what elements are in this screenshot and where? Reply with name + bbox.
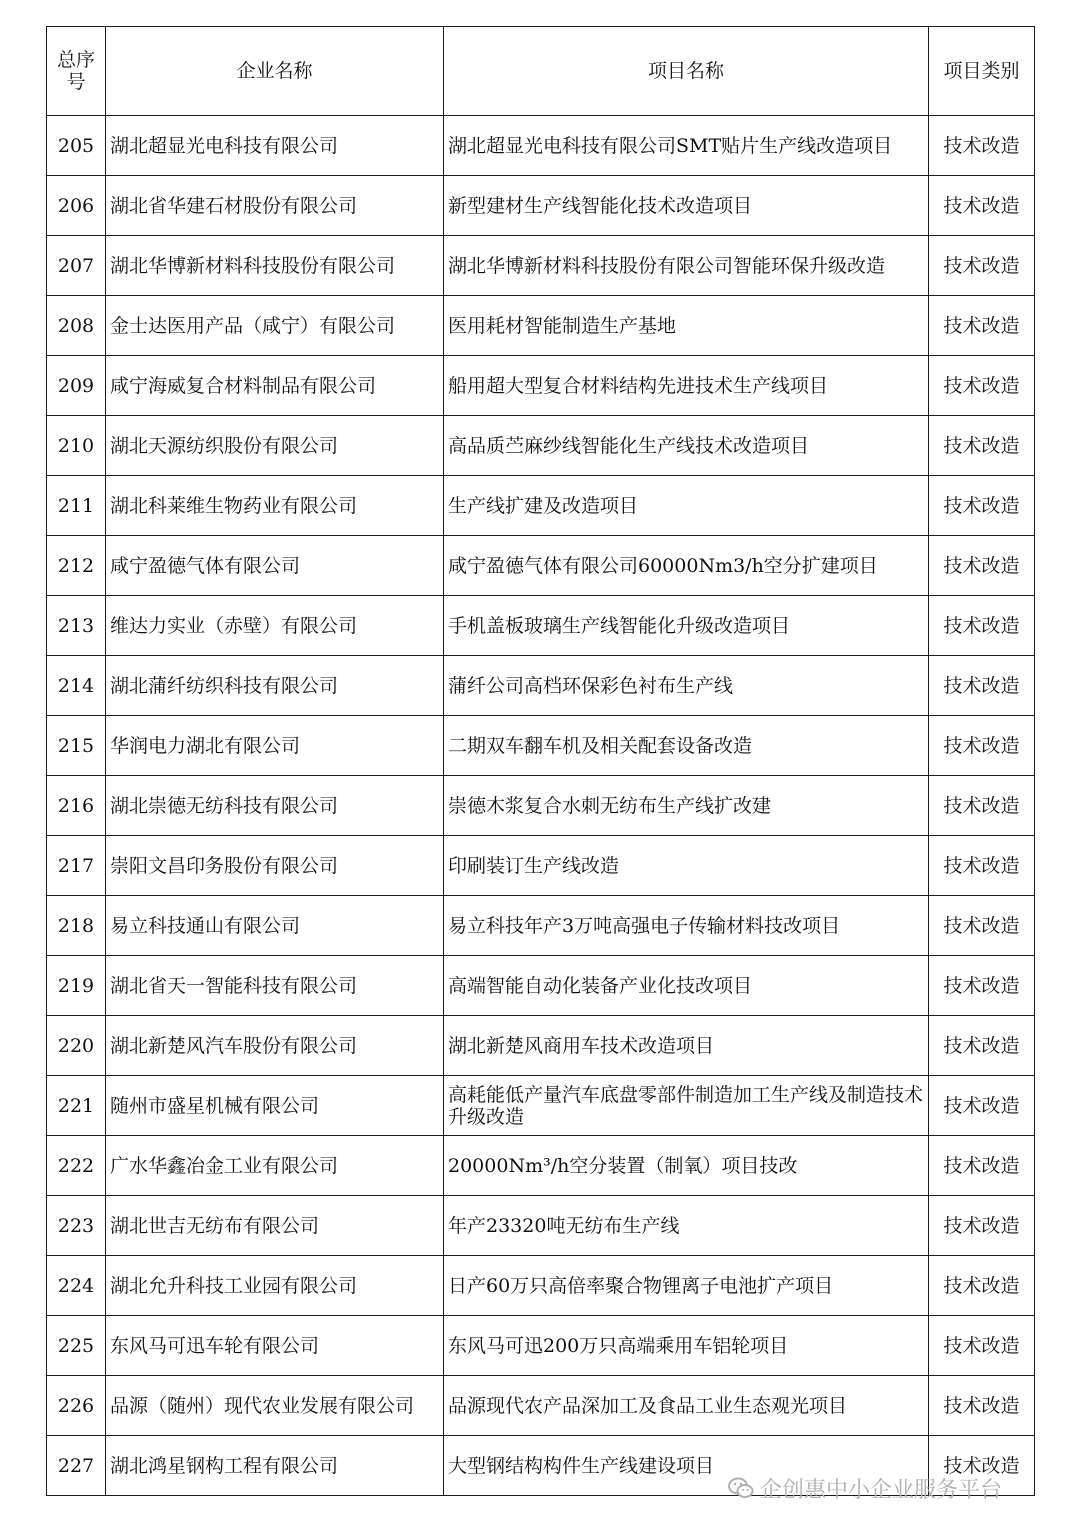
row-project-category: 技术改造 — [929, 836, 1035, 896]
table-row — [47, 1076, 1035, 1136]
row-project-name: 易立科技年产3万吨高强电子传输材料技改项目 — [444, 896, 929, 956]
row-company-name: 湖北蒲纤纺织科技有限公司 — [106, 656, 444, 716]
row-project-category: 技术改造 — [929, 1436, 1035, 1496]
row-project-name: 高耗能低产量汽车底盘零部件制造加工生产线及制造技术升级改造 — [444, 1076, 929, 1136]
row-company-name: 华润电力湖北有限公司 — [106, 716, 444, 776]
row-company-name: 品源（随州）现代农业发展有限公司 — [106, 1376, 444, 1436]
row-project-category: 技术改造 — [929, 296, 1035, 356]
row-project-category: 技术改造 — [929, 1136, 1035, 1196]
row-project-category: 技术改造 — [929, 596, 1035, 656]
row-project-name: 医用耗材智能制造生产基地 — [444, 296, 929, 356]
row-serial-number: 205 — [47, 116, 106, 176]
row-company-name: 湖北华博新材料科技股份有限公司 — [106, 236, 444, 296]
row-company-name: 湖北省华建石材股份有限公司 — [106, 176, 444, 236]
row-project-name: 高端智能自动化装备产业化技改项目 — [444, 956, 929, 1016]
row-project-name: 印刷装订生产线改造 — [444, 836, 929, 896]
row-project-name: 崇德木浆复合水刺无纺布生产线扩改建 — [444, 776, 929, 836]
row-company-name: 东风马可迅车轮有限公司 — [106, 1316, 444, 1376]
row-serial-number: 224 — [47, 1256, 106, 1316]
row-project-name: 日产60万只高倍率聚合物锂离子电池扩产项目 — [444, 1256, 929, 1316]
row-serial-number: 208 — [47, 296, 106, 356]
row-serial-number: 225 — [47, 1316, 106, 1376]
row-project-name: 生产线扩建及改造项目 — [444, 476, 929, 536]
row-project-category: 技术改造 — [929, 1376, 1035, 1436]
row-serial-number: 219 — [47, 956, 106, 1016]
row-project-category: 技术改造 — [929, 236, 1035, 296]
row-project-category: 技术改造 — [929, 536, 1035, 596]
row-company-name: 湖北允升科技工业园有限公司 — [106, 1256, 444, 1316]
row-project-category: 技术改造 — [929, 1196, 1035, 1256]
row-project-category: 技术改造 — [929, 416, 1035, 476]
row-serial-number: 210 — [47, 416, 106, 476]
table-row — [47, 1256, 1035, 1316]
table-row — [47, 656, 1035, 716]
row-company-name: 湖北科莱维生物药业有限公司 — [106, 476, 444, 536]
row-company-name: 随州市盛星机械有限公司 — [106, 1076, 444, 1136]
row-serial-number: 209 — [47, 356, 106, 416]
row-project-category: 技术改造 — [929, 116, 1035, 176]
header-serial-number: 总序号 — [47, 27, 106, 116]
table-row — [47, 836, 1035, 896]
row-project-name: 品源现代农产品深加工及食品工业生态观光项目 — [444, 1376, 929, 1436]
header-project-category: 项目类别 — [929, 27, 1035, 116]
row-serial-number: 227 — [47, 1436, 106, 1496]
row-company-name: 咸宁盈德气体有限公司 — [106, 536, 444, 596]
header-row — [47, 27, 1035, 116]
row-company-name: 维达力实业（赤壁）有限公司 — [106, 596, 444, 656]
watermark — [728, 1472, 1002, 1504]
table-row — [47, 236, 1035, 296]
table-row — [47, 416, 1035, 476]
row-project-name: 二期双车翻车机及相关配套设备改造 — [444, 716, 929, 776]
wechat-icon — [728, 1477, 754, 1499]
row-project-name: 高品质苎麻纱线智能化生产线技术改造项目 — [444, 416, 929, 476]
row-project-category: 技术改造 — [929, 476, 1035, 536]
row-project-name: 湖北华博新材料科技股份有限公司智能环保升级改造 — [444, 236, 929, 296]
header-project-name: 项目名称 — [444, 27, 929, 116]
row-serial-number: 220 — [47, 1016, 106, 1076]
row-project-name: 年产23320吨无纺布生产线 — [444, 1196, 929, 1256]
table-row — [47, 356, 1035, 416]
row-project-category: 技术改造 — [929, 1076, 1035, 1136]
row-project-name: 船用超大型复合材料结构先进技术生产线项目 — [444, 356, 929, 416]
row-company-name: 湖北省天一智能科技有限公司 — [106, 956, 444, 1016]
row-company-name: 咸宁海威复合材料制品有限公司 — [106, 356, 444, 416]
table-row — [47, 1316, 1035, 1376]
row-serial-number: 215 — [47, 716, 106, 776]
row-project-name: 湖北新楚风商用车技术改造项目 — [444, 1016, 929, 1076]
table-row — [47, 116, 1035, 176]
table-row — [47, 296, 1035, 356]
table-row — [47, 536, 1035, 596]
row-serial-number: 216 — [47, 776, 106, 836]
row-serial-number: 207 — [47, 236, 106, 296]
row-company-name: 湖北崇德无纺科技有限公司 — [106, 776, 444, 836]
row-project-name: 手机盖板玻璃生产线智能化升级改造项目 — [444, 596, 929, 656]
row-project-category: 技术改造 — [929, 1316, 1035, 1376]
row-project-category: 技术改造 — [929, 896, 1035, 956]
row-project-name: 湖北超显光电科技有限公司SMT贴片生产线改造项目 — [444, 116, 929, 176]
table-row — [47, 716, 1035, 776]
row-serial-number: 221 — [47, 1076, 106, 1136]
row-company-name: 金士达医用产品（咸宁）有限公司 — [106, 296, 444, 356]
table-row — [47, 956, 1035, 1016]
table-row — [47, 176, 1035, 236]
table-row — [47, 1376, 1035, 1436]
row-project-category: 技术改造 — [929, 956, 1035, 1016]
row-company-name: 湖北新楚风汽车股份有限公司 — [106, 1016, 444, 1076]
row-project-name: 新型建材生产线智能化技术改造项目 — [444, 176, 929, 236]
row-project-category: 技术改造 — [929, 176, 1035, 236]
row-serial-number: 213 — [47, 596, 106, 656]
header-company-name: 企业名称 — [106, 27, 444, 116]
table-row — [47, 896, 1035, 956]
row-serial-number: 222 — [47, 1136, 106, 1196]
table-row — [47, 1016, 1035, 1076]
row-company-name: 湖北超显光电科技有限公司 — [106, 116, 444, 176]
table-row — [47, 596, 1035, 656]
row-serial-number: 212 — [47, 536, 106, 596]
row-company-name: 崇阳文昌印务股份有限公司 — [106, 836, 444, 896]
row-project-name: 蒲纤公司高档环保彩色衬布生产线 — [444, 656, 929, 716]
row-project-name: 大型钢结构构件生产线建设项目 — [444, 1436, 929, 1496]
row-project-category: 技术改造 — [929, 776, 1035, 836]
row-company-name: 湖北世吉无纺布有限公司 — [106, 1196, 444, 1256]
row-company-name: 湖北天源纺织股份有限公司 — [106, 416, 444, 476]
project-table — [46, 26, 1035, 1496]
row-project-category: 技术改造 — [929, 656, 1035, 716]
row-serial-number: 206 — [47, 176, 106, 236]
row-company-name: 易立科技通山有限公司 — [106, 896, 444, 956]
row-project-name: 东风马可迅200万只高端乘用车铝轮项目 — [444, 1316, 929, 1376]
row-company-name: 广水华鑫冶金工业有限公司 — [106, 1136, 444, 1196]
table-row — [47, 776, 1035, 836]
row-company-name: 湖北鸿星钢构工程有限公司 — [106, 1436, 444, 1496]
row-serial-number: 217 — [47, 836, 106, 896]
row-serial-number: 223 — [47, 1196, 106, 1256]
row-serial-number: 211 — [47, 476, 106, 536]
row-serial-number: 226 — [47, 1376, 106, 1436]
row-serial-number: 218 — [47, 896, 106, 956]
row-project-name: 咸宁盈德气体有限公司60000Nm3/h空分扩建项目 — [444, 536, 929, 596]
row-project-category: 技术改造 — [929, 1256, 1035, 1316]
table-row — [47, 1136, 1035, 1196]
table-row — [47, 1196, 1035, 1256]
row-project-category: 技术改造 — [929, 356, 1035, 416]
row-project-category: 技术改造 — [929, 1016, 1035, 1076]
watermark-text: 企创惠中小企业服务平台 — [760, 1477, 1003, 1503]
row-serial-number: 214 — [47, 656, 106, 716]
row-project-category: 技术改造 — [929, 716, 1035, 776]
row-project-name: 20000Nm³/h空分装置（制氧）项目技改 — [444, 1136, 929, 1196]
table-row — [47, 476, 1035, 536]
